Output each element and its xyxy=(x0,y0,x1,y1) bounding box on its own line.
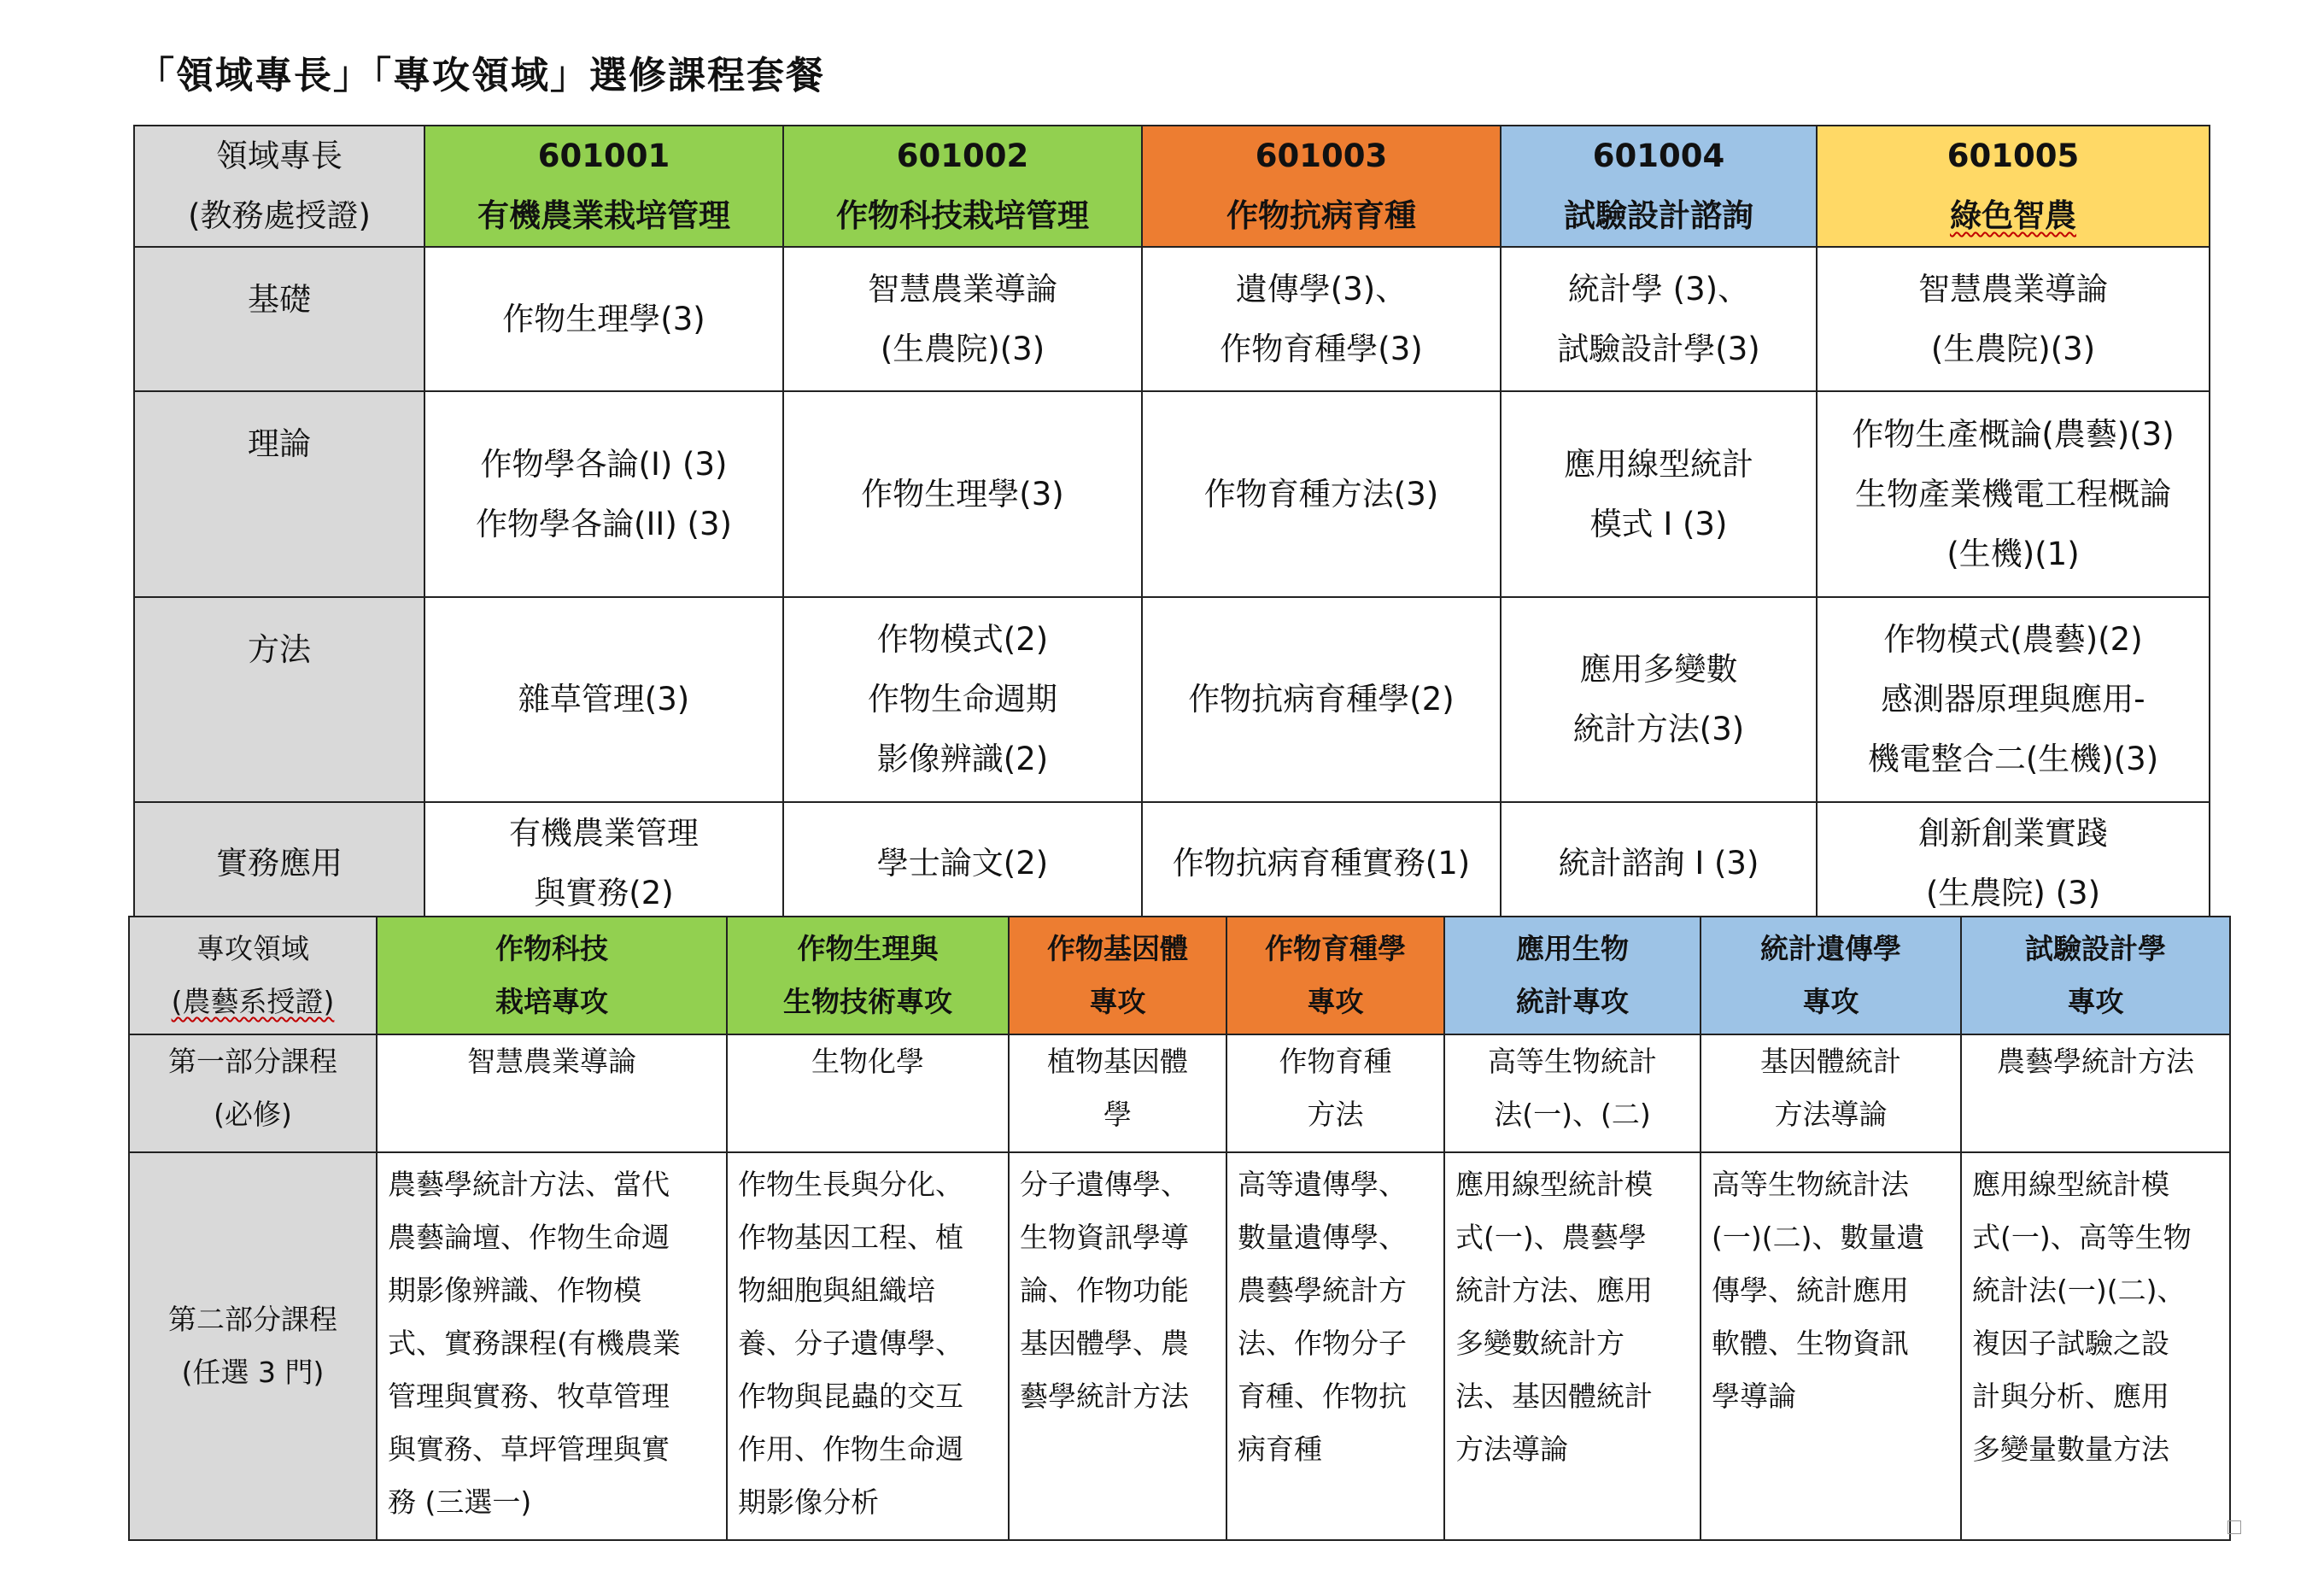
course-cell: 創新創業實踐 (生農院) (3) xyxy=(1817,802,2210,924)
course-cell: 農藝學統計方法、當代 農藝論壇、作物生命週 期影像辨識、作物模 式、實務課程(有機農業 管理與實務、牧草管理 與實務、草坪管理與實 務 (三選一) xyxy=(377,1152,727,1540)
course-cell: 基因體統計 方法導論 xyxy=(1701,1034,1961,1152)
course-cell: 有機農業管理 與實務(2) xyxy=(424,802,783,924)
table-row xyxy=(129,1152,2230,1540)
course-cell: 作物育種 方法 xyxy=(1226,1034,1444,1152)
column-header: 作物基因體 專攻 xyxy=(1009,917,1226,1034)
page-title: 「領域專長」「專攻領域」選修課程套餐 xyxy=(137,54,825,97)
column-header: 應用生物 統計專攻 xyxy=(1444,917,1701,1034)
column-header: 試驗設計學 專攻 xyxy=(1961,917,2230,1034)
course-cell: 作物生產概論(農藝)(3) 生物產業機電工程概論 (生機)(1) xyxy=(1817,391,2210,597)
specialization-table xyxy=(128,916,2231,1541)
column-header: 作物科技 栽培專攻 xyxy=(377,917,727,1034)
course-cell: 農藝學統計方法 xyxy=(1961,1034,2230,1152)
row-label: 基礎 xyxy=(134,247,424,391)
column-header: 601003 作物抗病育種 xyxy=(1142,126,1501,247)
column-header: 作物育種學 專攻 xyxy=(1226,917,1444,1034)
course-cell: 統計諮詢 I (3) xyxy=(1501,802,1817,924)
course-cell: 作物生理學(3) xyxy=(424,247,783,391)
course-cell: 作物抗病育種學(2) xyxy=(1142,597,1501,802)
course-cell: 作物生長與分化、 作物基因工程、植 物細胞與組織培 養、分子遺傳學、 作物與昆蟲的交互 作用、作物生命週 期影像分析 xyxy=(727,1152,1009,1540)
course-cell: 作物抗病育種實務(1) xyxy=(1142,802,1501,924)
course-cell: 作物模式(農藝)(2) 感測器原理與應用- 機電整合二(生機)(3) xyxy=(1817,597,2210,802)
column-header: 統計遺傳學 專攻 xyxy=(1701,917,1961,1034)
course-cell: 應用線型統計模 式(一)、高等生物 統計法(一)(二)、 複因子試驗之設 計與分析、應用 多變量數量方法 xyxy=(1961,1152,2230,1540)
row-label: 方法 xyxy=(134,597,424,802)
table-row xyxy=(134,391,2210,597)
course-cell: 高等生物統計 法(一)、(二) xyxy=(1444,1034,1701,1152)
column-header: 601002 作物科技栽培管理 xyxy=(783,126,1142,247)
row-label: 實務應用 xyxy=(134,802,424,924)
course-cell: 統計學 (3)、 試驗設計學(3) xyxy=(1501,247,1817,391)
column-header: 601001 有機農業栽培管理 xyxy=(424,126,783,247)
corner-cell: 領域專長 (教務處授證) xyxy=(134,126,424,247)
course-cell: 智慧農業導論 xyxy=(377,1034,727,1152)
table-row xyxy=(134,597,2210,802)
domain-specialty-table xyxy=(133,125,2210,925)
course-cell: 分子遺傳學、 生物資訊學導 論、作物功能 基因體學、農 藝學統計方法 xyxy=(1009,1152,1226,1540)
course-cell: 作物育種方法(3) xyxy=(1142,391,1501,597)
course-cell: 智慧農業導論 (生農院)(3) xyxy=(1817,247,2210,391)
table-row xyxy=(129,1034,2230,1152)
table-resize-handle[interactable] xyxy=(2227,1520,2241,1534)
course-cell: 生物化學 xyxy=(727,1034,1009,1152)
column-header: 601005 綠色智農 xyxy=(1817,126,2210,247)
course-cell: 作物學各論(I) (3) 作物學各論(II) (3) xyxy=(424,391,783,597)
course-cell: 應用多變數 統計方法(3) xyxy=(1501,597,1817,802)
course-cell: 雜草管理(3) xyxy=(424,597,783,802)
course-cell: 學士論文(2) xyxy=(783,802,1142,924)
corner-cell: 專攻領域 (農藝系授證) xyxy=(129,917,377,1034)
course-cell: 作物模式(2) 作物生命週期 影像辨識(2) xyxy=(783,597,1142,802)
row-label: 理論 xyxy=(134,391,424,597)
course-cell: 應用線型統計模 式(一)、農藝學 統計方法、應用 多變數統計方 法、基因體統計 方法導論 xyxy=(1444,1152,1701,1540)
row-label: 第一部分課程 (必修) xyxy=(129,1034,377,1152)
course-cell: 作物生理學(3) xyxy=(783,391,1142,597)
course-cell: 植物基因體 學 xyxy=(1009,1034,1226,1152)
table-header-row xyxy=(129,917,2230,1034)
table-row xyxy=(134,247,2210,391)
row-label: 第二部分課程 (任選 3 門) xyxy=(129,1152,377,1540)
course-cell: 應用線型統計 模式 I (3) xyxy=(1501,391,1817,597)
course-cell: 智慧農業導論 (生農院)(3) xyxy=(783,247,1142,391)
course-cell: 高等遺傳學、 數量遺傳學、 農藝學統計方 法、作物分子 育種、作物抗 病育種 xyxy=(1226,1152,1444,1540)
course-cell: 遺傳學(3)、 作物育種學(3) xyxy=(1142,247,1501,391)
column-header: 601004 試驗設計諮詢 xyxy=(1501,126,1817,247)
column-header: 作物生理與 生物技術專攻 xyxy=(727,917,1009,1034)
table-row xyxy=(134,802,2210,924)
table-header-row xyxy=(134,126,2210,247)
course-cell: 高等生物統計法 (一)(二)、數量遺 傳學、統計應用 軟體、生物資訊 學導論 xyxy=(1701,1152,1961,1540)
